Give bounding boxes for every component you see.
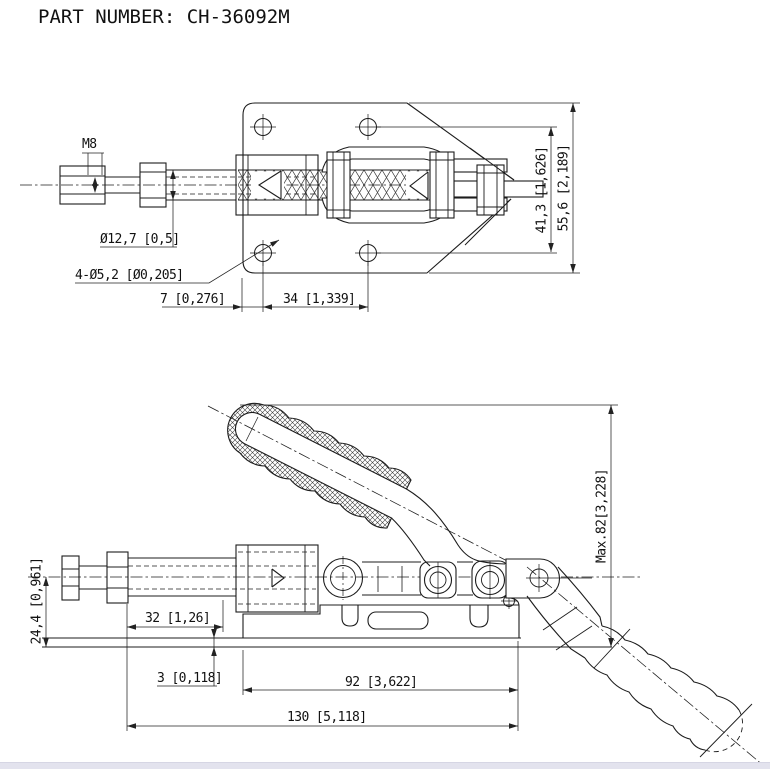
side-spindle	[62, 552, 316, 603]
dim-plate-height-label: 55,6 [2,189]	[556, 144, 572, 232]
dim-rod-diameter-label: Ø12,7 [0,5]	[100, 232, 180, 247]
mounting-surface-lines	[42, 638, 612, 647]
pivot-boss-front	[420, 562, 456, 598]
dim-thread-label: M8	[82, 137, 97, 152]
handle-lever-closed	[392, 489, 506, 566]
dim-axis-height-label: 24,4 [0,961]	[29, 557, 45, 645]
dim-overall-length-label: 130 [5,118]	[287, 710, 367, 725]
page-title: PART NUMBER: CH-36092M	[38, 6, 290, 28]
handle-open	[527, 567, 770, 769]
dim-hole-offset-label: 7 [0,276]	[160, 292, 226, 307]
dim-hole-spacing-label: 34 [1,339]	[283, 292, 356, 307]
dim-hole-row-distance-label: 41,3 [1,626]	[534, 146, 550, 234]
top-view	[20, 103, 545, 273]
dim-clearance-label: 3 [0,118]	[157, 671, 223, 686]
pivot-boss-rear	[472, 561, 509, 599]
dim-base-length-label: 92 [3,622]	[345, 675, 418, 690]
side-guide-block	[236, 545, 318, 612]
handle-closed	[208, 403, 542, 579]
horizontal-scrollbar[interactable]	[0, 762, 770, 769]
base-casting	[243, 593, 519, 638]
dim-handle-height-label: Max.82[3,228]	[594, 469, 610, 563]
dim-mounting-holes-label: 4-Ø5,2 [Ø0,205]	[75, 268, 184, 283]
handle-hub	[506, 559, 592, 598]
rod-end-eye	[324, 556, 363, 600]
side-view	[28, 403, 770, 769]
handle-grip-open	[585, 626, 739, 750]
dim-stroke-label: 32 [1,26]	[145, 611, 211, 626]
